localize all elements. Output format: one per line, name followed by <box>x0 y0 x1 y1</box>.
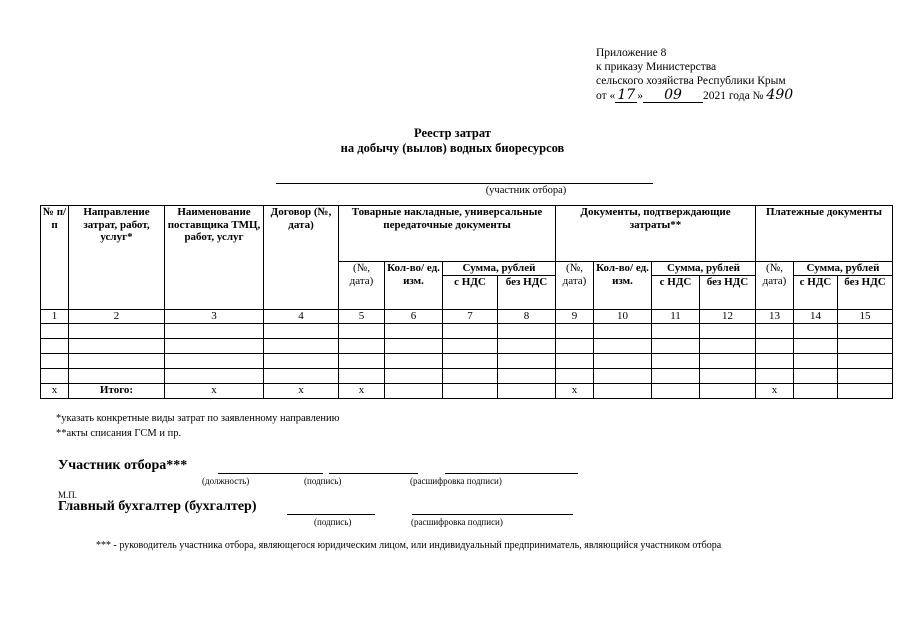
total-label: Итого: <box>69 384 165 399</box>
sub-sum: Сумма, рублей <box>652 262 756 276</box>
total-cell <box>700 384 756 399</box>
sub-with-vat: с НДС <box>443 276 498 310</box>
sub-no-date: (№, дата) <box>756 262 794 310</box>
column-number: 1 <box>41 310 69 324</box>
sub-no-date: (№, дата) <box>556 262 594 310</box>
column-number: 3 <box>165 310 264 324</box>
appendix-block <box>596 46 793 103</box>
appendix-line-3: сельского хозяйства Республики Крым <box>596 75 786 87</box>
decoding-caption: (расшифровка подписи) <box>410 476 502 486</box>
column-number: 10 <box>594 310 652 324</box>
appendix-line-1: Приложение 8 <box>596 47 667 59</box>
participant-caption: (участник отбора) <box>485 185 567 196</box>
sub-without-vat: без НДС <box>838 276 893 310</box>
column-number: 15 <box>838 310 893 324</box>
column-number: 13 <box>756 310 794 324</box>
total-cell: x <box>339 384 385 399</box>
decoding-line <box>445 473 578 474</box>
header-contract: Договор (№, дата) <box>264 206 339 310</box>
sub-qty: Кол-во/ ед. изм. <box>594 262 652 310</box>
total-cell: x <box>165 384 264 399</box>
column-number: 2 <box>69 310 165 324</box>
sub-sum: Сумма, рублей <box>794 262 893 276</box>
date-mid: » <box>637 90 643 102</box>
participant-name-line <box>276 183 653 184</box>
sub-with-vat: с НДС <box>794 276 838 310</box>
total-cell: x <box>756 384 794 399</box>
total-cell <box>594 384 652 399</box>
total-row <box>41 384 893 399</box>
footnote-2: **акты списания ГСМ и пр. <box>56 428 182 439</box>
column-number-row <box>41 310 893 324</box>
sub-sum: Сумма, рублей <box>443 262 556 276</box>
table-row <box>41 324 893 339</box>
total-cell: x <box>264 384 339 399</box>
position-caption: (должность) <box>202 476 250 486</box>
column-number: 4 <box>264 310 339 324</box>
header-direction: Направление затрат, работ, услуг* <box>69 206 165 310</box>
stamp-label: М.П. <box>58 490 78 500</box>
table-row <box>41 369 893 384</box>
accountant-signature-caption: (подпись) <box>314 517 352 527</box>
position-line <box>218 473 323 474</box>
date-month: 09 <box>643 88 703 103</box>
total-cell <box>498 384 556 399</box>
title-line-2: на добычу (вылов) водных биоресурсов <box>340 141 565 155</box>
total-cell <box>838 384 893 399</box>
header-num: № п/п <box>41 206 69 310</box>
accountant-decoding-caption: (расшифровка подписи) <box>411 517 503 527</box>
sub-without-vat: без НДС <box>498 276 556 310</box>
column-number: 7 <box>443 310 498 324</box>
date-year-text: 2021 года № <box>703 90 764 102</box>
sub-no-date: (№, дата) <box>339 262 385 310</box>
header-payment-docs: Платежные документы <box>756 206 893 262</box>
date-prefix: от « <box>596 90 616 102</box>
total-cell <box>385 384 443 399</box>
header-invoices: Товарные накладные, универсальные передаточные документы <box>339 206 556 262</box>
total-cell <box>652 384 700 399</box>
sub-without-vat: без НДС <box>700 276 756 310</box>
column-number: 12 <box>700 310 756 324</box>
total-cell: x <box>41 384 69 399</box>
order-number: 490 <box>766 87 794 103</box>
column-number: 14 <box>794 310 838 324</box>
registry-table <box>40 205 893 399</box>
header-supporting-docs: Документы, подтверждающие затраты** <box>556 206 756 262</box>
column-number: 8 <box>498 310 556 324</box>
signature-line <box>329 473 418 474</box>
participant-signature-label: Участник отбора*** <box>58 458 188 473</box>
total-cell <box>443 384 498 399</box>
column-number: 11 <box>652 310 700 324</box>
date-day: 17 <box>615 88 637 103</box>
table-row <box>41 339 893 354</box>
title-line-1: Реестр затрат <box>414 126 491 140</box>
column-number: 9 <box>556 310 594 324</box>
column-number: 6 <box>385 310 443 324</box>
appendix-line-2: к приказу Министерства <box>596 61 717 73</box>
total-cell <box>794 384 838 399</box>
total-cell: x <box>556 384 594 399</box>
sub-with-vat: с НДС <box>652 276 700 310</box>
accountant-signature-line <box>287 514 375 515</box>
appendix-date-line <box>596 88 793 103</box>
sub-qty: Кол-во/ ед. изм. <box>385 262 443 310</box>
column-number: 5 <box>339 310 385 324</box>
bottom-note: *** - руководитель участника отбора, являющегося юридическим лицом, или индивидуальный предприниматель, являющийся участником отбора <box>96 540 722 551</box>
footnote-1: *указать конкретные виды затрат по заявленному направлению <box>56 413 340 424</box>
header-supplier: Наименование поставщика ТМЦ, работ, услуг <box>165 206 264 310</box>
accountant-decoding-line <box>412 514 573 515</box>
table-row <box>41 354 893 369</box>
accountant-signature-label: Главный бухгалтер (бухгалтер) <box>58 499 257 514</box>
signature-caption: (подпись) <box>304 476 342 486</box>
document-title <box>0 126 905 156</box>
